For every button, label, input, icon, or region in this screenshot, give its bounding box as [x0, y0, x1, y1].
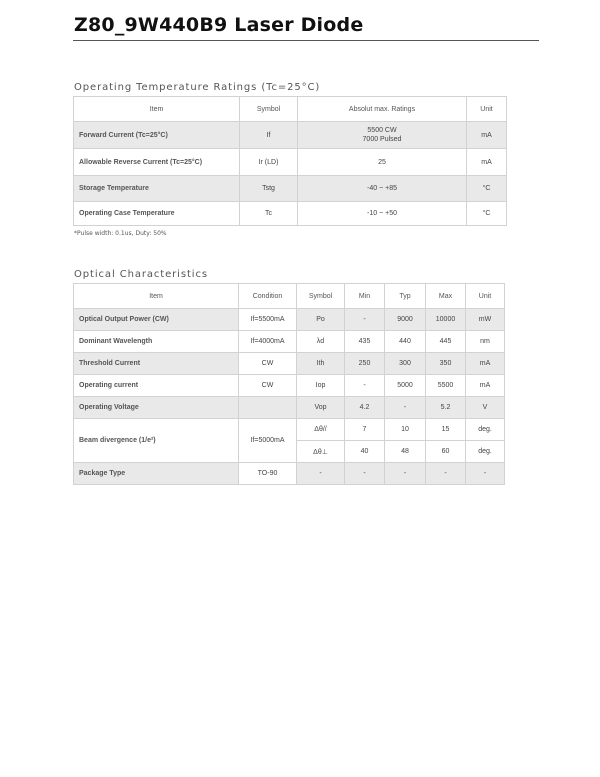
value-cell: -40 ~ +85 [298, 176, 467, 202]
item-cell: Beam divergence (1/e²) [74, 419, 239, 463]
unit-cell: deg. [466, 441, 505, 463]
column-header: Item [74, 97, 240, 122]
condition-cell: If=4000mA [239, 331, 297, 353]
typ-cell: 48 [385, 441, 426, 463]
table-row [74, 353, 505, 375]
table-row [74, 309, 505, 331]
min-cell: - [345, 463, 385, 485]
item-cell: Package Type [74, 463, 239, 485]
item-cell: Threshold Current [74, 353, 239, 375]
item-cell: Operating Case Temperature [74, 202, 240, 226]
optical-header-row [74, 284, 505, 309]
column-header: Condition [239, 284, 297, 309]
typ-cell: - [385, 397, 426, 419]
ratings-table [73, 96, 507, 226]
unit-cell: nm [466, 331, 505, 353]
item-cell: Dominant Wavelength [74, 331, 239, 353]
title-divider [73, 40, 539, 41]
symbol-cell: Ir (LD) [240, 149, 298, 176]
table-row [74, 397, 505, 419]
column-header: Symbol [240, 97, 298, 122]
max-cell: 60 [426, 441, 466, 463]
min-cell: 250 [345, 353, 385, 375]
table-row [74, 122, 507, 149]
min-cell: 7 [345, 419, 385, 441]
column-header: Item [74, 284, 239, 309]
condition-cell [239, 397, 297, 419]
value-line: 7000 Pulsed [362, 136, 402, 143]
symbol-cell: If [240, 122, 298, 149]
min-cell: 435 [345, 331, 385, 353]
max-cell: 5500 [426, 375, 466, 397]
unit-cell: V [466, 397, 505, 419]
symbol-cell: Iop [297, 375, 345, 397]
min-cell: - [345, 309, 385, 331]
typ-cell: 10 [385, 419, 426, 441]
unit-cell: mW [466, 309, 505, 331]
value-cell: 25 [298, 149, 467, 176]
unit-cell: mA [467, 149, 507, 176]
value-line: 5500 CW [367, 127, 397, 134]
unit-cell: mA [466, 353, 505, 375]
ratings-header-row [74, 97, 507, 122]
table-row [74, 331, 505, 353]
table-row [74, 202, 507, 226]
pulse-note: *Pulse width: 0.1us, Duty: 50% [74, 230, 167, 237]
column-header: Max [426, 284, 466, 309]
min-cell: - [345, 375, 385, 397]
item-cell: Forward Current (Tc=25°C) [74, 122, 240, 149]
unit-cell: mA [466, 375, 505, 397]
item-cell: Operating current [74, 375, 239, 397]
symbol-cell: Ith [297, 353, 345, 375]
max-cell: 350 [426, 353, 466, 375]
symbol-cell: Po [297, 309, 345, 331]
table-row [74, 463, 505, 485]
condition-cell: If=5500mA [239, 309, 297, 331]
typ-cell: - [385, 463, 426, 485]
item-cell: Allowable Reverse Current (Tc=25°C) [74, 149, 240, 176]
min-cell: 4.2 [345, 397, 385, 419]
unit-cell: °C [467, 202, 507, 226]
typ-cell: 440 [385, 331, 426, 353]
table-row [74, 176, 507, 202]
max-cell: 445 [426, 331, 466, 353]
item-cell: Optical Output Power (CW) [74, 309, 239, 331]
max-cell: 5.2 [426, 397, 466, 419]
unit-cell: mA [467, 122, 507, 149]
table-row [74, 375, 505, 397]
value-cell: -10 ~ +50 [298, 202, 467, 226]
typ-cell: 5000 [385, 375, 426, 397]
column-header: Absolut max. Ratings [298, 97, 467, 122]
symbol-cell: Vop [297, 397, 345, 419]
column-header: Min [345, 284, 385, 309]
unit-cell: deg. [466, 419, 505, 441]
column-header: Symbol [297, 284, 345, 309]
condition-cell: If=5000mA [239, 419, 297, 463]
unit-cell: °C [467, 176, 507, 202]
max-cell: 10000 [426, 309, 466, 331]
item-cell: Operating Voltage [74, 397, 239, 419]
symbol-cell: Δθ⊥ [297, 441, 345, 463]
column-header: Unit [466, 284, 505, 309]
ratings-heading: Operating Temperature Ratings (Tc=25°C) [74, 82, 321, 93]
optical-heading: Optical Characteristics [74, 269, 208, 280]
page-title: Z80_9W440B9 Laser Diode [74, 14, 364, 36]
max-cell: 15 [426, 419, 466, 441]
condition-cell: TO-90 [239, 463, 297, 485]
item-cell: Storage Temperature [74, 176, 240, 202]
symbol-cell: - [297, 463, 345, 485]
optical-table [73, 283, 505, 485]
table-row [74, 149, 507, 176]
unit-cell: - [466, 463, 505, 485]
table-row [74, 419, 505, 441]
min-cell: 40 [345, 441, 385, 463]
symbol-cell: λd [297, 331, 345, 353]
symbol-cell: Tstg [240, 176, 298, 202]
symbol-cell: Δθ// [297, 419, 345, 441]
condition-cell: CW [239, 375, 297, 397]
value-cell [298, 122, 467, 149]
condition-cell: CW [239, 353, 297, 375]
symbol-cell: Tc [240, 202, 298, 226]
typ-cell: 300 [385, 353, 426, 375]
column-header: Unit [467, 97, 507, 122]
column-header: Typ [385, 284, 426, 309]
typ-cell: 9000 [385, 309, 426, 331]
max-cell: - [426, 463, 466, 485]
